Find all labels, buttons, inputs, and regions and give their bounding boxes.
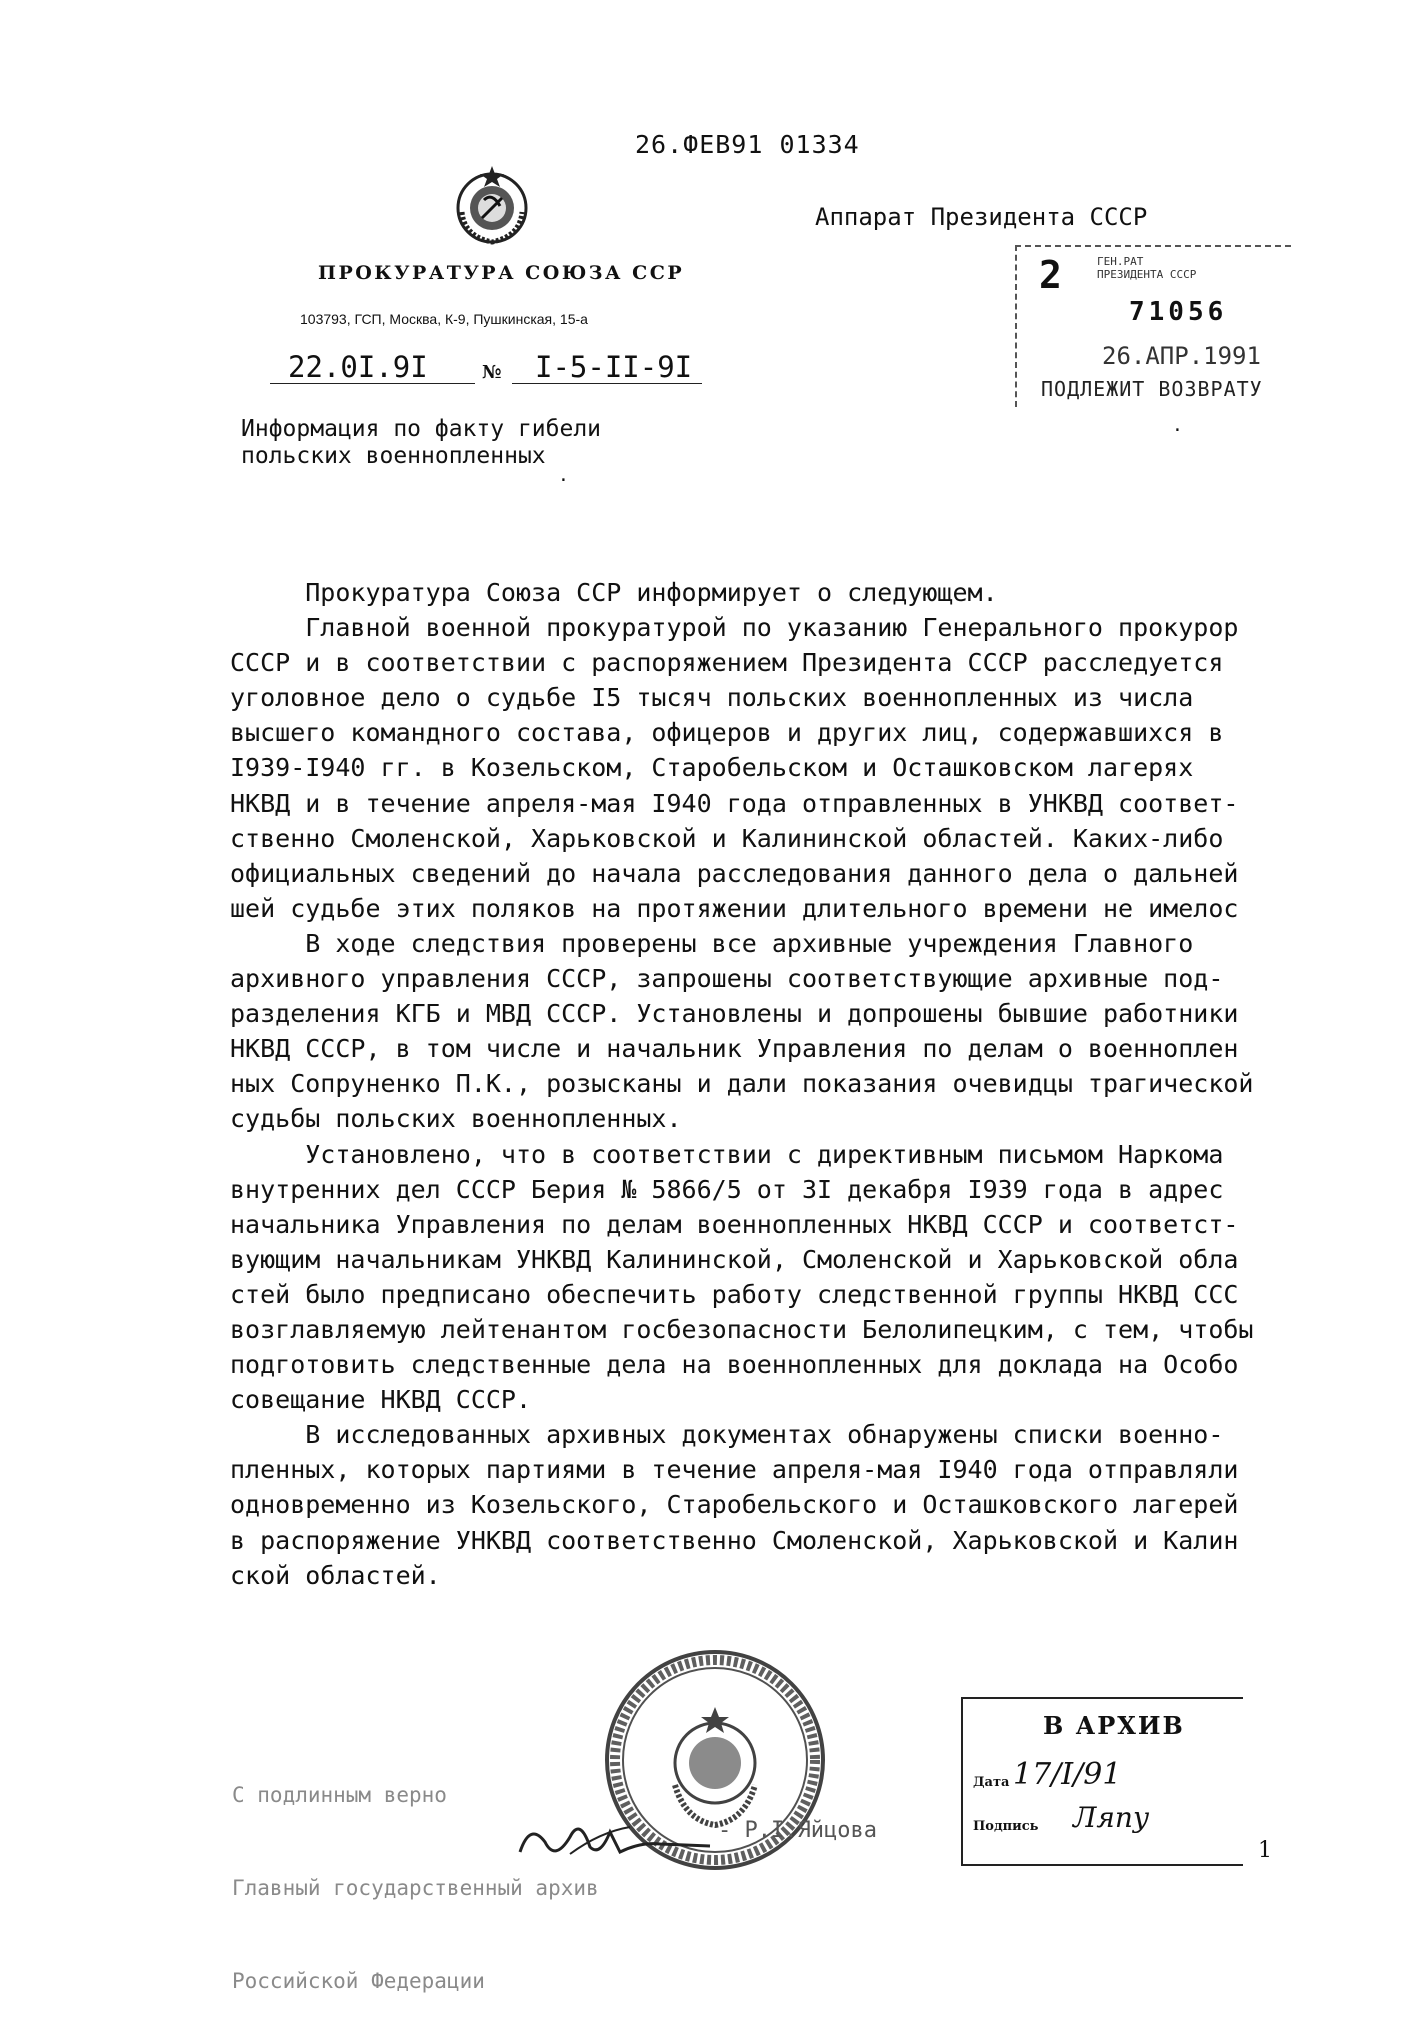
body-line: СССР и в соответствии с распоряжением Президента СССР расследуется [230, 648, 1224, 678]
body-line: архивного управления СССР, запрошены соответствующие архивные под- [230, 964, 1224, 994]
handwritten-signature [510, 1812, 720, 1872]
archive-sign-label: Подпись [973, 1819, 1039, 1834]
body-line: подготовить следственные дела на военнопленных для доклада на Особо [230, 1350, 1239, 1380]
body-line: судьбы польских военнопленных. [230, 1104, 682, 1134]
archive-stamp [961, 1697, 1243, 1866]
registration-stamp: 26.ФЕВ91 01334 [635, 130, 860, 159]
incoming-stamp-letter: 2 [1039, 253, 1062, 297]
body-line: совещание НКВД СССР. [230, 1385, 532, 1415]
body-line: Главной военной прокуратурой по указанию Генерального прокурор [230, 613, 1239, 643]
body-line: вующим начальникам УНКВД Калининской, Смоленской и Харьковской обла [230, 1244, 1239, 1274]
organization-name: ПРОКУРАТУРА СОЮЗА ССР [318, 262, 685, 284]
incoming-stamp-number: 71056 [1129, 297, 1228, 327]
body-line: начальника Управления по делам военнопленных НКВД СССР и соответст- [230, 1209, 1239, 1239]
body-line: ных Сопруненко П.К., розысканы и дали показания очевидцы трагической [230, 1069, 1254, 1099]
reference-underline [512, 383, 702, 384]
incoming-stamp [1015, 245, 1291, 407]
document-date: 22.0I.9I [288, 350, 428, 384]
body-line: уголовное дело о судьбе I5 тысяч польских военнопленных из числа [230, 683, 1194, 713]
body-line: в распоряжение УНКВД соответственно Смоленской, Харьковской и Калин [230, 1525, 1239, 1555]
document-body [230, 575, 1290, 1593]
certification-line: Главный государственный архив [232, 1876, 599, 1900]
archive-date-value: 17/I/91 [1013, 1757, 1122, 1792]
mark-dot: · [558, 470, 569, 491]
body-line: ской областей. [230, 1560, 441, 1590]
body-line: возглавляемую лейтенантом госбезопасности Белолипецким, с тем, чтобы [230, 1314, 1254, 1344]
body-line: высшего командного состава, офицеров и других лиц, содержавшихся в [230, 718, 1224, 748]
ussr-emblem-icon [448, 162, 536, 250]
page-mark: 1 [1258, 1838, 1272, 1863]
body-line: Установлено, что в соответствии с директивным письмом Наркома [230, 1139, 1224, 1169]
incoming-stamp-note: ПОДЛЕЖИТ ВОЗВРАТУ [1041, 377, 1263, 401]
subject-line: Информация по факту гибели [241, 416, 602, 442]
organization-address: 103793, ГСП, Москва, К-9, Пушкинская, 15-а [300, 311, 588, 327]
body-line: внутренних дел СССР Берия № 5866/5 от 3I декабря I939 года в адрес [230, 1174, 1224, 1204]
body-line: НКВД СССР, в том числе и начальник Управления по делам о военноплен [230, 1034, 1239, 1064]
body-line: официальных сведений до начала расследования данного дела о дальней [230, 858, 1239, 888]
mark-dot: · [1172, 420, 1183, 441]
document-subject [241, 416, 711, 470]
body-line: НКВД и в течение апреля-мая I940 года отправленных в УНКВД соответ- [230, 788, 1239, 818]
archive-sign-value: Ляпу [1073, 1801, 1150, 1834]
body-line: разделения КГБ и МВД СССР. Установлены и допрошены бывшие работники [230, 999, 1239, 1029]
body-line: шей судьбе этих поляков на протяжении длительного времени не имелос [230, 893, 1239, 923]
incoming-stamp-org: ГЕН.РАТ ПРЕЗИДЕНТА СССР [1097, 255, 1197, 281]
date-underline [270, 383, 475, 384]
certification-note [232, 1718, 599, 2028]
body-line: стей было предписано обеспечить работу следственной группы НКВД ССС [230, 1279, 1239, 1309]
body-line: одновременно из Козельского, Старобельского и Осташковского лагерей [230, 1490, 1239, 1520]
body-line: пленных, которых партиями в течение апреля-мая I940 года отправляли [230, 1455, 1239, 1485]
body-line: В ходе следствия проверены все архивные учреждения Главного [230, 928, 1194, 958]
reference-number: I-5-II-9I [535, 350, 693, 384]
certification-line: С подлинным верно [232, 1783, 447, 1807]
body-line: В исследованных архивных документах обнаружены списки военно- [230, 1420, 1224, 1450]
body-line: I939-I940 гг. в Козельском, Старобельском и Осташковском лагерях [230, 753, 1194, 783]
number-sign: № [482, 362, 502, 383]
archive-stamp-title: В АРХИВ [1043, 1711, 1185, 1740]
recipient: Аппарат Президента СССР [815, 203, 1148, 231]
archive-date-label: Дата [973, 1775, 1010, 1790]
incoming-stamp-date: 26.АПР.1991 [1102, 342, 1261, 370]
subject-line: польских военнопленных [241, 443, 546, 469]
body-line: ственно Смоленской, Харьковской и Калининской областей. Каких-либо [230, 823, 1224, 853]
certification-line: Российской Федерации [232, 1969, 485, 1993]
signer-name: - Р.І.Яйцова [718, 1818, 877, 1843]
body-line: Прокуратура Союза ССР информирует о следующем. [230, 578, 998, 607]
